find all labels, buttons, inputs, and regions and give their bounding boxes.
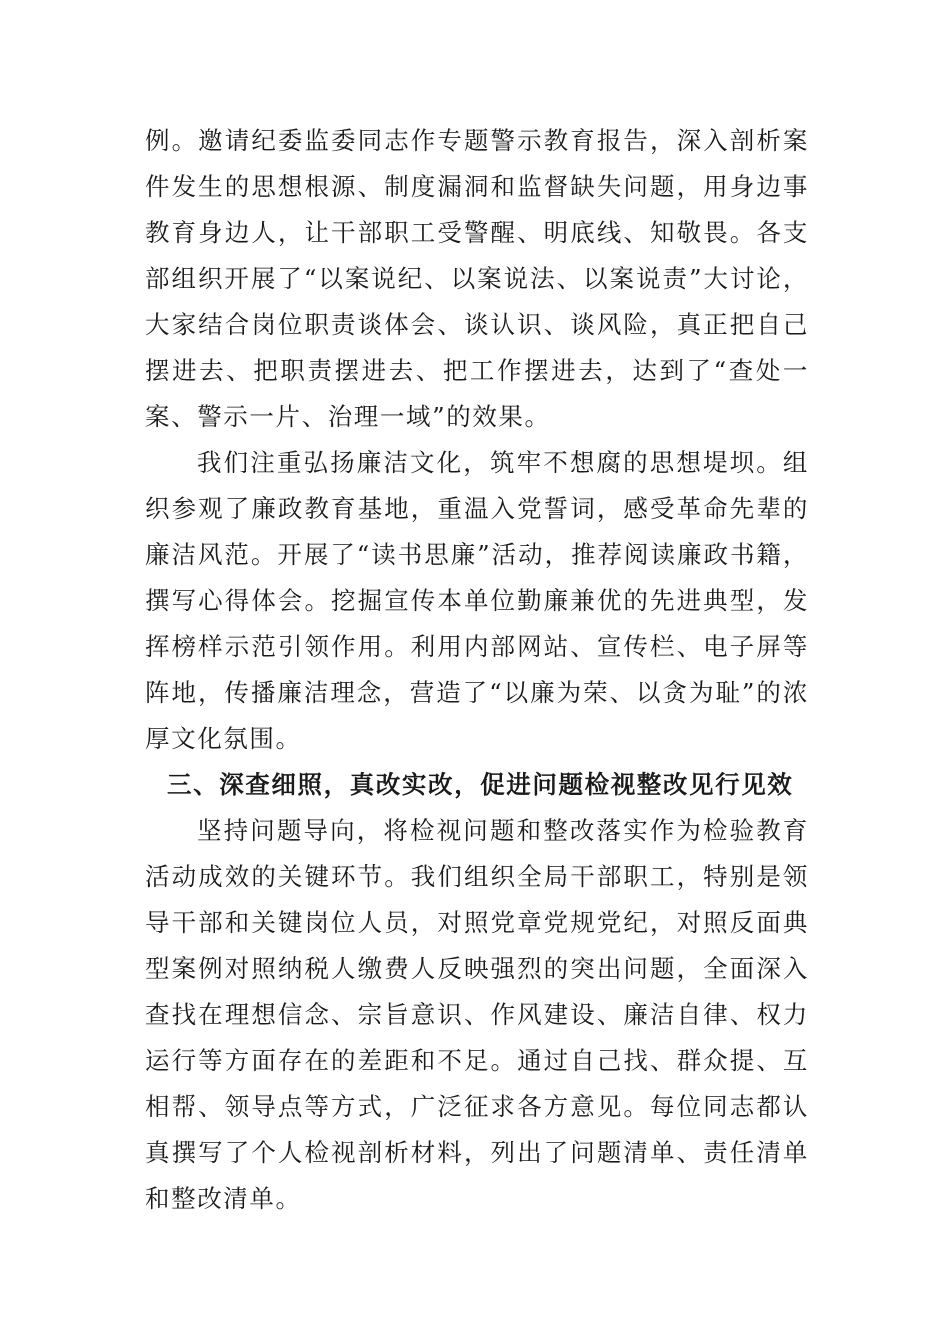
paragraph-problem-rectification: 坚持问题导向，将检视问题和整改落实作为检验教育活动成效的关键环节。我们组织全局干部职工，特别是领导干部和关键岗位人员，对照党章党规党纪，对照反面典型案例对照纳税人缴费人反映强烈的突出问题，全面深入查找在理想信念、宗旨意识、作风建设、廉洁自律、权力运行等方面存在的差距和不足。通过自己找、群众提、互相帮、领导点等方式，广泛征求各方意见。每位同志都认真撰写了个人检视剖析材料，列出了问题清单、责任清单和整改清单。: [145, 816, 809, 1213]
paragraph-integrity-culture: 我们注重弘扬廉洁文化，筑牢不想腐的思想堤坝。组织参观了廉政教育基地，重温入党誓词，感受革命先辈的廉洁风范。开展了“读书思廉”活动，推荐阅读廉政书籍，撰写心得体会。挖掘宣传本单位勤廉兼优的先进典型，发挥榜样示范引领作用。利用内部网站、宣传栏、电子屏等阵地，传播廉洁理念，营造了“以廉为荣、以贪为耻”的浓厚文化氛围。: [145, 448, 809, 753]
paragraph-warning-education-continued: 例。邀请纪委监委同志作专题警示教育报告，深入剖析案件发生的思想根源、制度漏洞和监督缺失问题，用身边事教育身边人，让干部职工受警醒、明底线、知敬畏。各支部组织开展了“以案说纪、以案说法、以案说责”大讨论，大家结合岗位职责谈体会、谈认识、谈风险，真正把自己摆进去、把职责摆进去、把工作摆进去，达到了“查处一案、警示一片、治理一域”的效果。: [145, 126, 809, 431]
section-heading-three: 三、深查细照，真改实改，促进问题检视整改见行见效: [167, 770, 794, 799]
document-page: [145, 118, 809, 1222]
